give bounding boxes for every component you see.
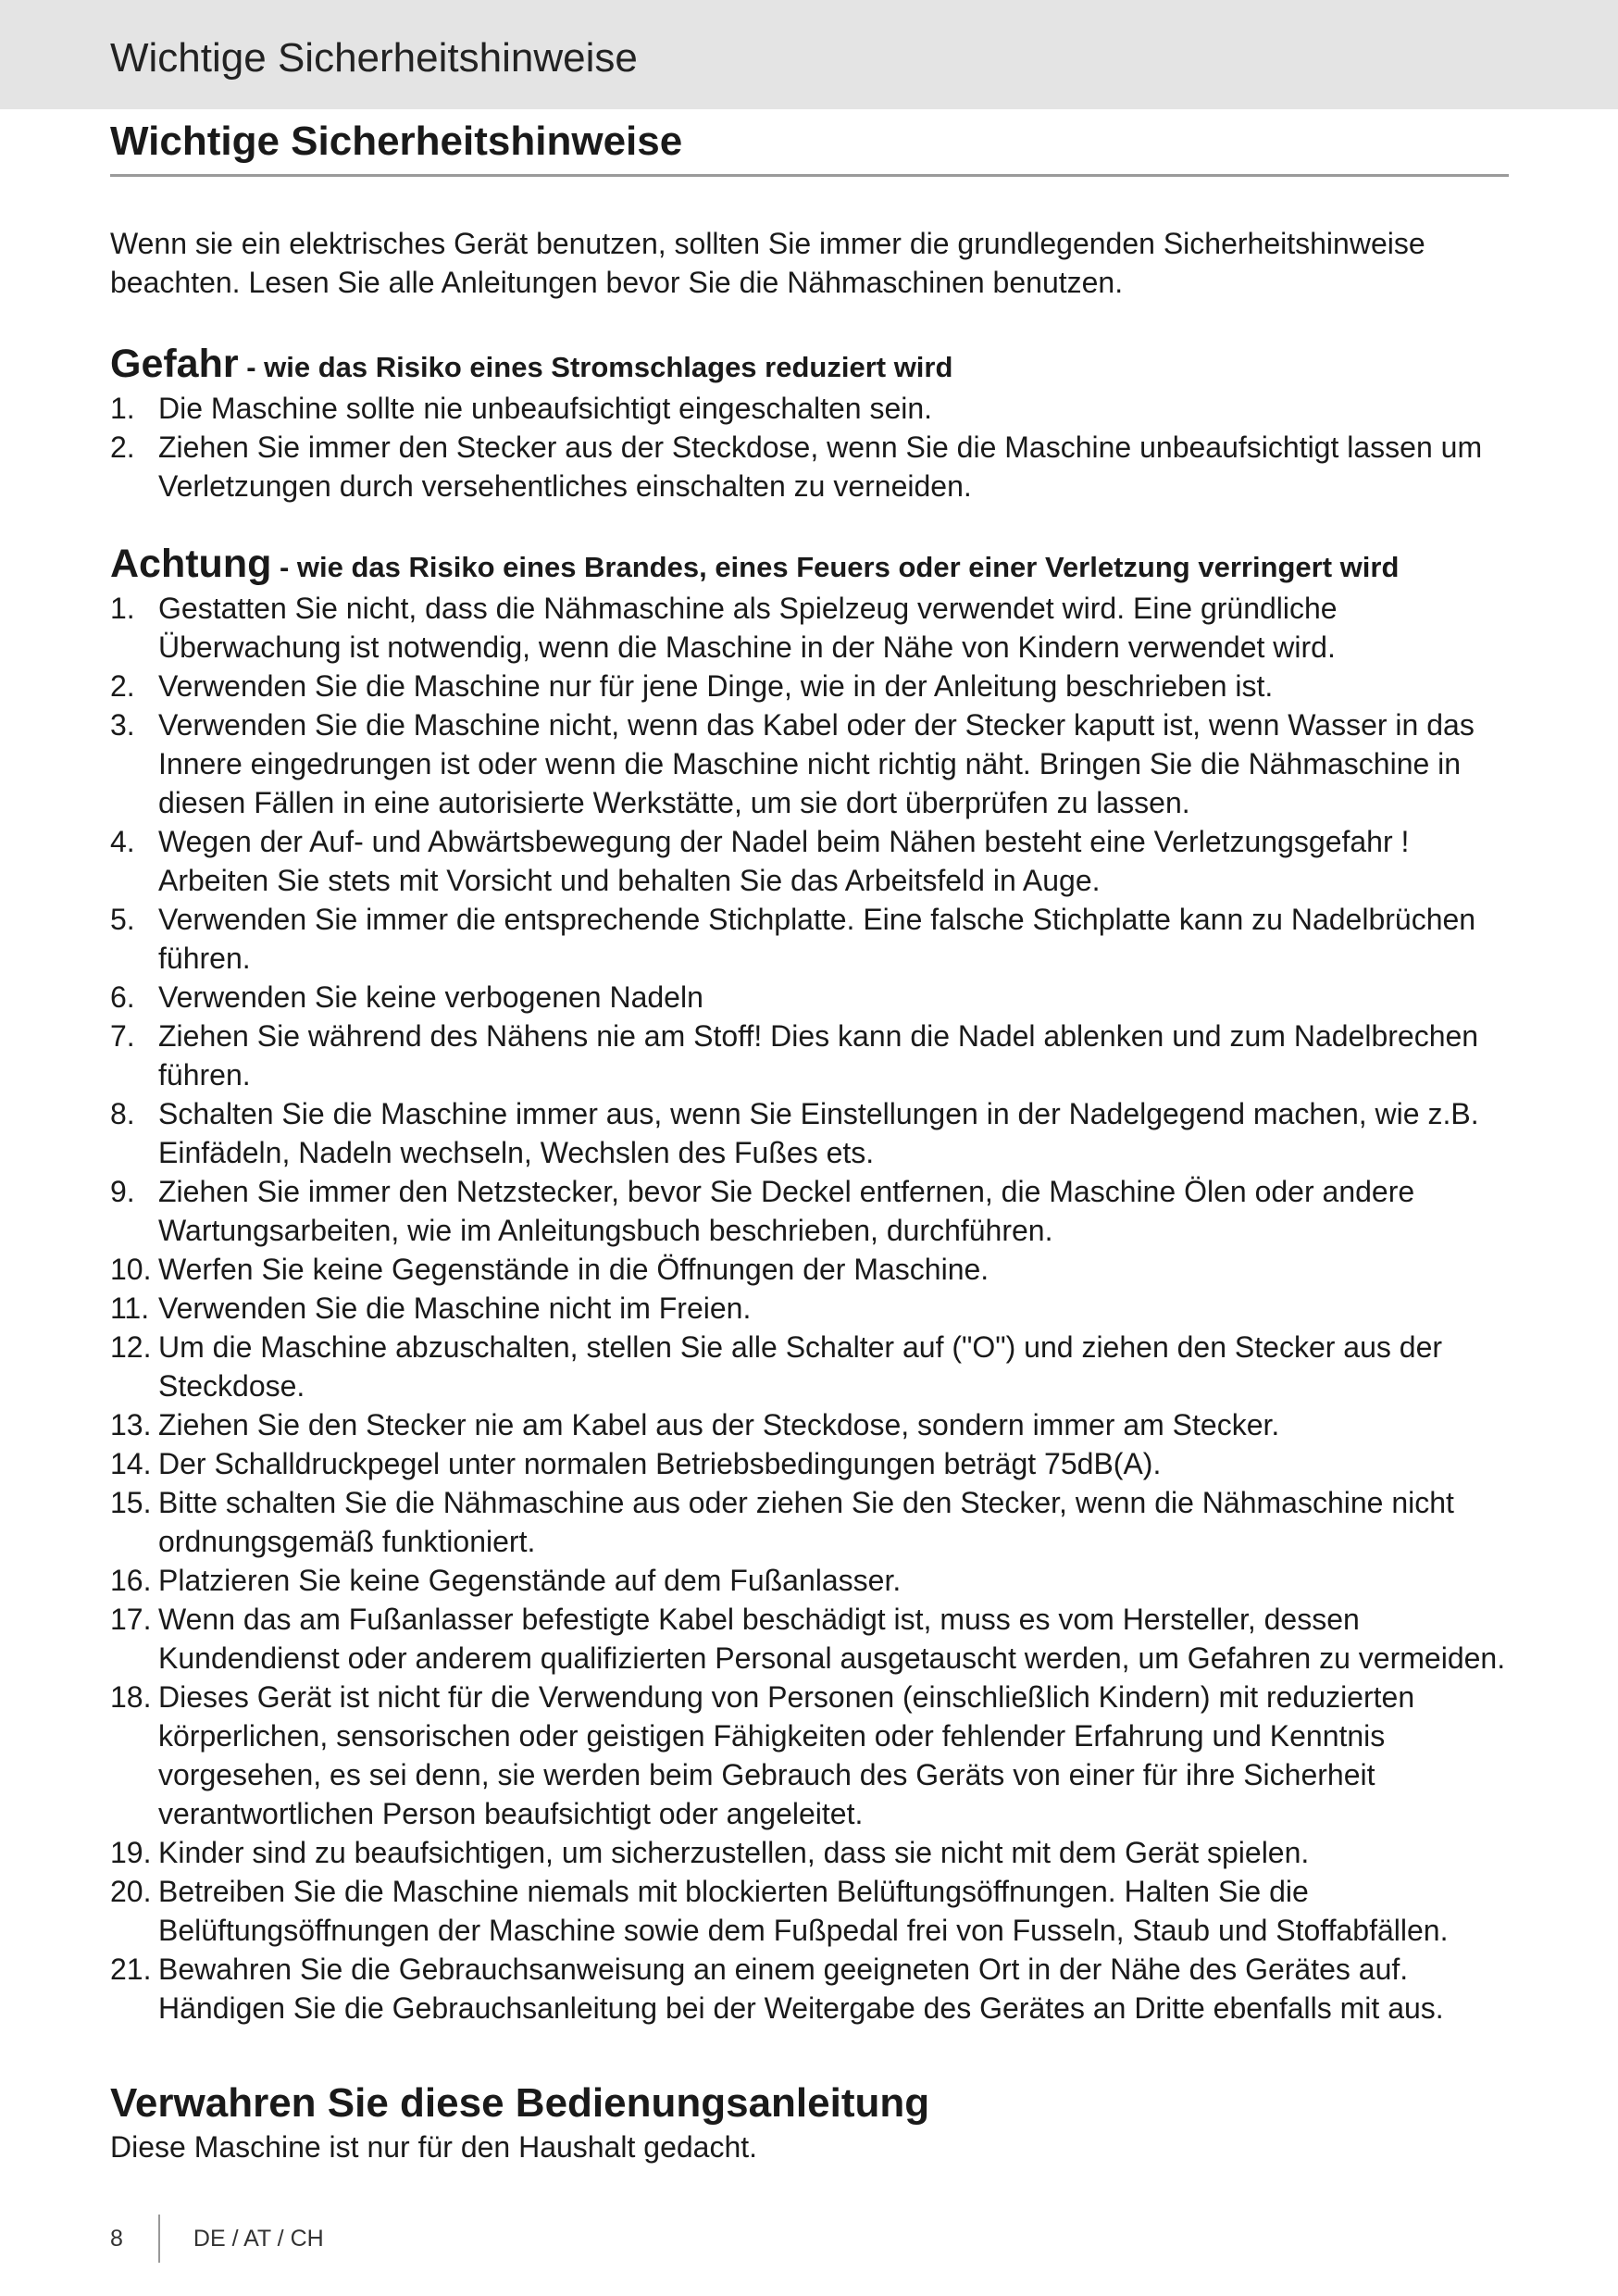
- list-item: [110, 389, 1517, 428]
- page-number: 8: [110, 2225, 123, 2252]
- page-footer: [110, 2211, 324, 2266]
- item-number: 15.: [110, 1486, 152, 1519]
- item-text: Der Schalldruckpegel unter normalen Betriebsbedingungen beträgt 75dB(A).: [158, 1447, 1162, 1480]
- item-number: 3.: [110, 708, 135, 742]
- list-item: [110, 1561, 1517, 1600]
- item-number: 21.: [110, 1953, 152, 1986]
- list-item: [110, 1405, 1517, 1444]
- item-number: 13.: [110, 1408, 152, 1441]
- intro-paragraph: Wenn sie ein elektrisches Gerät benutzen, sollten Sie immer die grundlegenden Sicherheitshinweise beachten. Lesen Sie alle Anleitungen bevor Sie die Nähmaschinen benutzen.: [110, 227, 1425, 299]
- item-text: Wegen der Auf- und Abwärtsbewegung der Nadel beim Nähen besteht eine Verletzungsgefahr ! Arbeiten Sie stets mit Vorsicht und behalten Sie das Arbeitsfeld in Auge.: [158, 825, 1410, 897]
- item-text: Werfen Sie keine Gegenstände in die Öffnungen der Maschine.: [158, 1253, 989, 1286]
- keep-manual-heading: Verwahren Sie diese Bedienungsanleitung: [110, 2080, 930, 2126]
- item-text: Verwenden Sie keine verbogenen Nadeln: [158, 980, 703, 1014]
- list-item: [110, 1444, 1517, 1483]
- item-number: 17.: [110, 1603, 152, 1636]
- item-text: Betreiben Sie die Maschine niemals mit blockierten Belüftungsöffnungen. Halten Sie die Belüftungsöffnungen der Maschine sowie dem Fußpedal frei von Fusseln, Staub und Stoffabfällen.: [158, 1875, 1449, 1947]
- list-item: [110, 1017, 1517, 1094]
- list-item: [110, 1328, 1517, 1405]
- item-text: Verwenden Sie die Maschine nicht, wenn das Kabel oder der Stecker kaputt ist, wenn Wasser in das Innere eingedrungen ist oder wenn die Maschine nicht richtig näht. Bringen Sie die Nähmaschine in diesen Fällen in eine autorisierte Werkstätte, um sie dort überprüfen zu lassen.: [158, 708, 1475, 819]
- list-item: [110, 589, 1517, 667]
- danger-keyword: Gefahr: [110, 342, 239, 386]
- list-item: [110, 822, 1517, 900]
- list-item: [110, 1678, 1517, 1833]
- list-item: [110, 978, 1517, 1017]
- danger-subtitle: - wie das Risiko eines Stromschlages reduziert wird: [238, 351, 953, 383]
- item-number: 1.: [110, 592, 135, 625]
- item-number: 9.: [110, 1175, 135, 1208]
- item-number: 6.: [110, 980, 135, 1014]
- item-number: 10.: [110, 1253, 152, 1286]
- item-text: Ziehen Sie während des Nähens nie am Stoff! Dies kann die Nadel ablenken und zum Nadelbrechen führen.: [158, 1019, 1479, 1092]
- item-text: Schalten Sie die Maschine immer aus, wenn Sie Einstellungen in der Nadelgegend machen, wie z.B. Einfädeln, Nadeln wechseln, Wechslen des Fußes ets.: [158, 1097, 1479, 1169]
- item-text: Gestatten Sie nicht, dass die Nähmaschine als Spielzeug verwendet wird. Eine gründliche Überwachung ist notwendig, wenn die Maschine in der Nähe von Kindern verwendet wird.: [158, 592, 1338, 664]
- caution-heading: [110, 543, 1517, 589]
- item-text: Ziehen Sie immer den Netzstecker, bevor Sie Deckel entfernen, die Maschine Ölen oder andere Wartungsarbeiten, wie im Anleitungsbuch beschrieben, durchführen.: [158, 1175, 1415, 1247]
- item-number: 5.: [110, 903, 135, 936]
- list-item: [110, 1872, 1517, 1950]
- item-number: 12.: [110, 1330, 152, 1364]
- content: [110, 224, 1517, 2166]
- list-item: [110, 1172, 1517, 1250]
- item-text: Verwenden Sie die Maschine nicht im Freien.: [158, 1292, 752, 1325]
- item-number: 18.: [110, 1680, 152, 1714]
- footer-divider: [158, 2215, 160, 2263]
- keep-manual-text: Diese Maschine ist nur für den Haushalt gedacht.: [110, 2130, 758, 2164]
- list-item: [110, 1289, 1517, 1328]
- caution-list: [110, 589, 1517, 2028]
- item-number: 14.: [110, 1447, 152, 1480]
- header-title: Wichtige Sicherheitshinweise: [110, 35, 638, 81]
- item-text: Bewahren Sie die Gebrauchsanweisung an einem geeigneten Ort in der Nähe des Gerätes auf. Händigen Sie die Gebrauchsanleitung bei der Weitergabe des Gerätes an Dritte ebenfalls mit aus.: [158, 1953, 1444, 2025]
- item-text: Kinder sind zu beaufsichtigen, um sicherzustellen, dass sie nicht mit dem Gerät spielen.: [158, 1836, 1310, 1869]
- item-number: 11.: [110, 1292, 150, 1325]
- item-text: Dieses Gerät ist nicht für die Verwendung von Personen (einschließlich Kindern) mit reduzierten körperlichen, sensorischen oder geistigen Fähigkeiten oder fehlender Erfahrung und Kenntnis vorgesehen, es sei denn, sie werden beim Gebrauch des Geräts von einer für ihre Sicherheit verantwortlichen Person beaufsichtigt oder angeleitet.: [158, 1680, 1415, 1830]
- item-text: Ziehen Sie den Stecker nie am Kabel aus der Steckdose, sondern immer am Stecker.: [158, 1408, 1280, 1441]
- region-label: DE / AT / CH: [193, 2225, 324, 2252]
- list-item: [110, 900, 1517, 978]
- caution-subtitle: - wie das Risiko eines Brandes, eines Feuers oder einer Verletzung verringert wird: [271, 551, 1400, 583]
- item-text: Bitte schalten Sie die Nähmaschine aus oder ziehen Sie den Stecker, wenn die Nähmaschine nicht ordnungsgemäß funktioniert.: [158, 1486, 1454, 1558]
- item-number: 20.: [110, 1875, 152, 1908]
- danger-list: [110, 389, 1517, 505]
- item-text: Um die Maschine abzuschalten, stellen Sie alle Schalter auf ("O") und ziehen den Stecker aus der Steckdose.: [158, 1330, 1443, 1403]
- item-text: Wenn das am Fußanlasser befestigte Kabel beschädigt ist, muss es vom Hersteller, dessen Kundendienst oder anderem qualifizierten Personal ausgetauscht werden, um Gefahren zu vermeiden.: [158, 1603, 1506, 1675]
- list-item: [110, 428, 1517, 505]
- item-text: Verwenden Sie die Maschine nur für jene Dinge, wie in der Anleitung beschrieben ist.: [158, 669, 1274, 703]
- item-number: 2.: [110, 430, 135, 464]
- item-number: 4.: [110, 825, 135, 858]
- list-item: [110, 1094, 1517, 1172]
- list-item: [110, 667, 1517, 705]
- list-item: [110, 1250, 1517, 1289]
- item-number: 1.: [110, 392, 135, 425]
- item-number: 2.: [110, 669, 135, 703]
- page-title: Wichtige Sicherheitshinweise: [110, 119, 683, 164]
- danger-heading: [110, 343, 1517, 389]
- item-number: 16.: [110, 1564, 152, 1597]
- list-item: [110, 1950, 1517, 2028]
- title-divider: [110, 174, 1509, 177]
- item-number: 8.: [110, 1097, 135, 1130]
- item-number: 19.: [110, 1836, 152, 1869]
- item-text: Ziehen Sie immer den Stecker aus der Steckdose, wenn Sie die Maschine unbeaufsichtigt lassen um Verletzungen durch versehentliches einschalten zu verneiden.: [158, 430, 1483, 503]
- list-item: [110, 1600, 1517, 1678]
- list-item: [110, 1483, 1517, 1561]
- list-item: [110, 1833, 1517, 1872]
- item-text: Die Maschine sollte nie unbeaufsichtigt eingeschalten sein.: [158, 392, 933, 425]
- list-item: [110, 705, 1517, 822]
- item-number: 7.: [110, 1019, 135, 1053]
- item-text: Verwenden Sie immer die entsprechende Stichplatte. Eine falsche Stichplatte kann zu Nadelbrüchen führen.: [158, 903, 1476, 975]
- caution-keyword: Achtung: [110, 542, 272, 586]
- item-text: Platzieren Sie keine Gegenstände auf dem Fußanlasser.: [158, 1564, 902, 1597]
